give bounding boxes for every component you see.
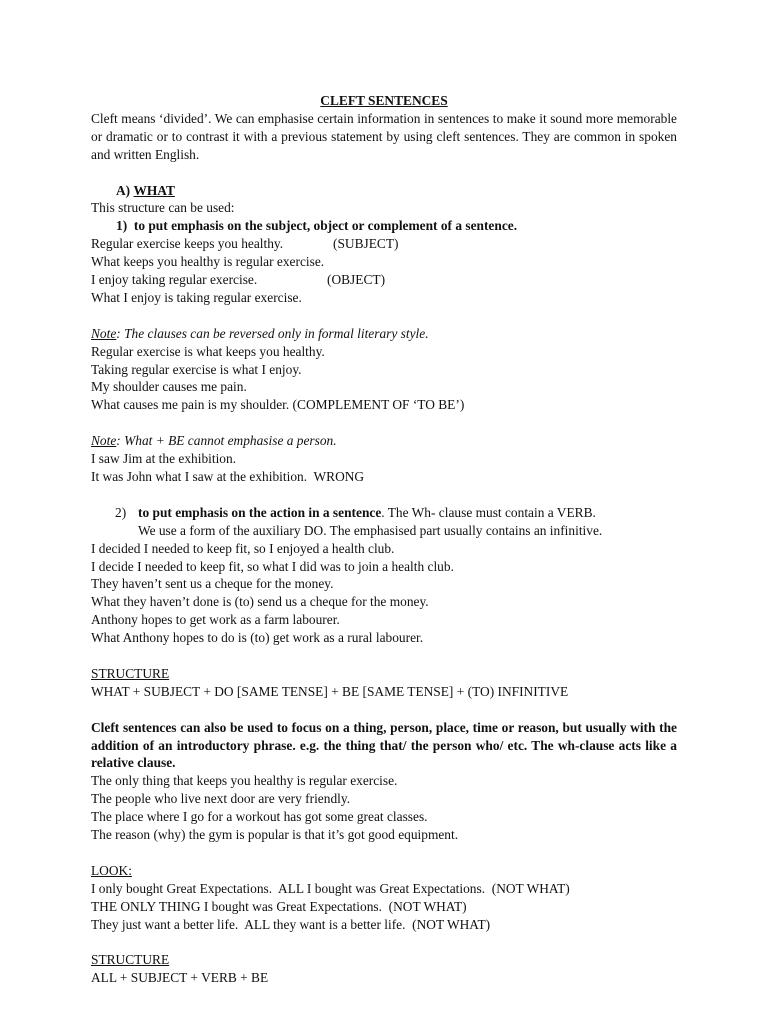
document-page xyxy=(91,92,677,987)
example-line: The reason (why) the gym is popular is that it’s got good equipment. xyxy=(91,827,459,843)
intro-paragraph: Cleft means ‘divided’. We can emphasise certain information in sentences to make it sound more memorable or dramatic or to contrast it with a previous statement by using cleft sentences. They are common in spoken and written English. xyxy=(91,110,677,162)
example-sentence: What keeps you healthy is regular exercise. xyxy=(91,254,325,270)
point-2-continuation: We use a form of the auxiliary DO. The emphasised part usually contains an infinitive. xyxy=(138,522,603,538)
note-1 xyxy=(91,325,677,343)
point-2 xyxy=(91,504,677,522)
example-line: What causes me pain is my shoulder. (COMPLEMENT OF ‘TO BE’) xyxy=(91,397,465,413)
structure-label: STRUCTURE xyxy=(91,952,170,968)
example-line: They haven’t sent us a cheque for the money. xyxy=(91,576,334,592)
example-line: I decide I needed to keep fit, so what I did was to join a health club. xyxy=(91,558,454,574)
look-label: LOOK: xyxy=(91,862,132,878)
point-1-text: to put emphasis on the subject, object or complement of a sentence. xyxy=(133,218,518,234)
example-line: I decided I needed to keep fit, so I enjoyed a health club. xyxy=(91,540,395,556)
example-line: I saw Jim at the exhibition. xyxy=(91,451,237,467)
example-line: My shoulder causes me pain. xyxy=(91,379,247,395)
example-line: The only thing that keeps you healthy is regular exercise. xyxy=(91,773,398,789)
example-line: Regular exercise is what keeps you healthy. xyxy=(91,343,325,359)
example-tag: (OBJECT) xyxy=(327,272,386,288)
point-2-bold-text: to put emphasis on the action in a sentence xyxy=(138,504,382,520)
look-line: They just want a better life. ALL they want is a better life. (NOT WHAT) xyxy=(91,916,491,932)
point-1 xyxy=(91,217,677,235)
structure-usage-line: This structure can be used: xyxy=(91,200,235,216)
example-line: What they haven’t done is (to) send us a cheque for the money. xyxy=(91,594,429,610)
example-line: The place where I go for a workout has got some great classes. xyxy=(91,809,428,825)
note-text: : The clauses can be reversed only in formal literary style. xyxy=(116,325,429,341)
example-line: Taking regular exercise is what I enjoy. xyxy=(91,361,302,377)
example-line xyxy=(91,235,677,253)
point-2-number: 2) xyxy=(115,504,127,520)
structure-label: STRUCTURE xyxy=(91,665,170,681)
note-2 xyxy=(91,432,677,450)
example-line: The people who live next door are very friendly. xyxy=(91,791,351,807)
point-2-rest-text: . The Wh- clause must contain a VERB. xyxy=(381,504,596,520)
structure-formula: ALL + SUBJECT + VERB + BE xyxy=(91,970,269,986)
example-line: What Anthony hopes to do is (to) get work as a rural labourer. xyxy=(91,630,424,646)
look-line: THE ONLY THING I bought was Great Expectations. (NOT WHAT) xyxy=(91,898,467,914)
section-a-title: WHAT xyxy=(133,182,175,198)
page-title: CLEFT SENTENCES xyxy=(320,93,448,108)
example-line xyxy=(91,271,677,289)
structure-formula: WHAT + SUBJECT + DO [SAME TENSE] + BE [SAME TENSE] + (TO) INFINITIVE xyxy=(91,683,569,699)
example-line: Anthony hopes to get work as a farm labourer. xyxy=(91,612,340,628)
look-line: I only bought Great Expectations. ALL I bought was Great Expectations. (NOT WHAT) xyxy=(91,880,570,896)
note-label: Note xyxy=(91,325,117,341)
focus-paragraph: Cleft sentences can also be used to focus on a thing, person, place, time or reason, but usually with the addition of an introductory phrase. e.g. the thing that/ the person who/ etc. The wh-clause acts like a relative clause. xyxy=(91,719,677,771)
section-a-heading xyxy=(91,182,677,200)
section-a-label: A) xyxy=(116,182,131,198)
point-1-number: 1) xyxy=(116,218,128,234)
example-line xyxy=(91,289,677,307)
example-sentence: I enjoy taking regular exercise. xyxy=(91,272,258,288)
example-sentence: Regular exercise keeps you healthy. xyxy=(91,236,284,252)
example-line xyxy=(91,253,677,271)
example-line: It was John what I saw at the exhibition. WRONG xyxy=(91,468,365,484)
note-label: Note xyxy=(91,433,117,449)
example-tag: (SUBJECT) xyxy=(333,236,399,252)
note-text: : What + BE cannot emphasise a person. xyxy=(116,433,337,449)
example-sentence: What I enjoy is taking regular exercise. xyxy=(91,289,302,305)
